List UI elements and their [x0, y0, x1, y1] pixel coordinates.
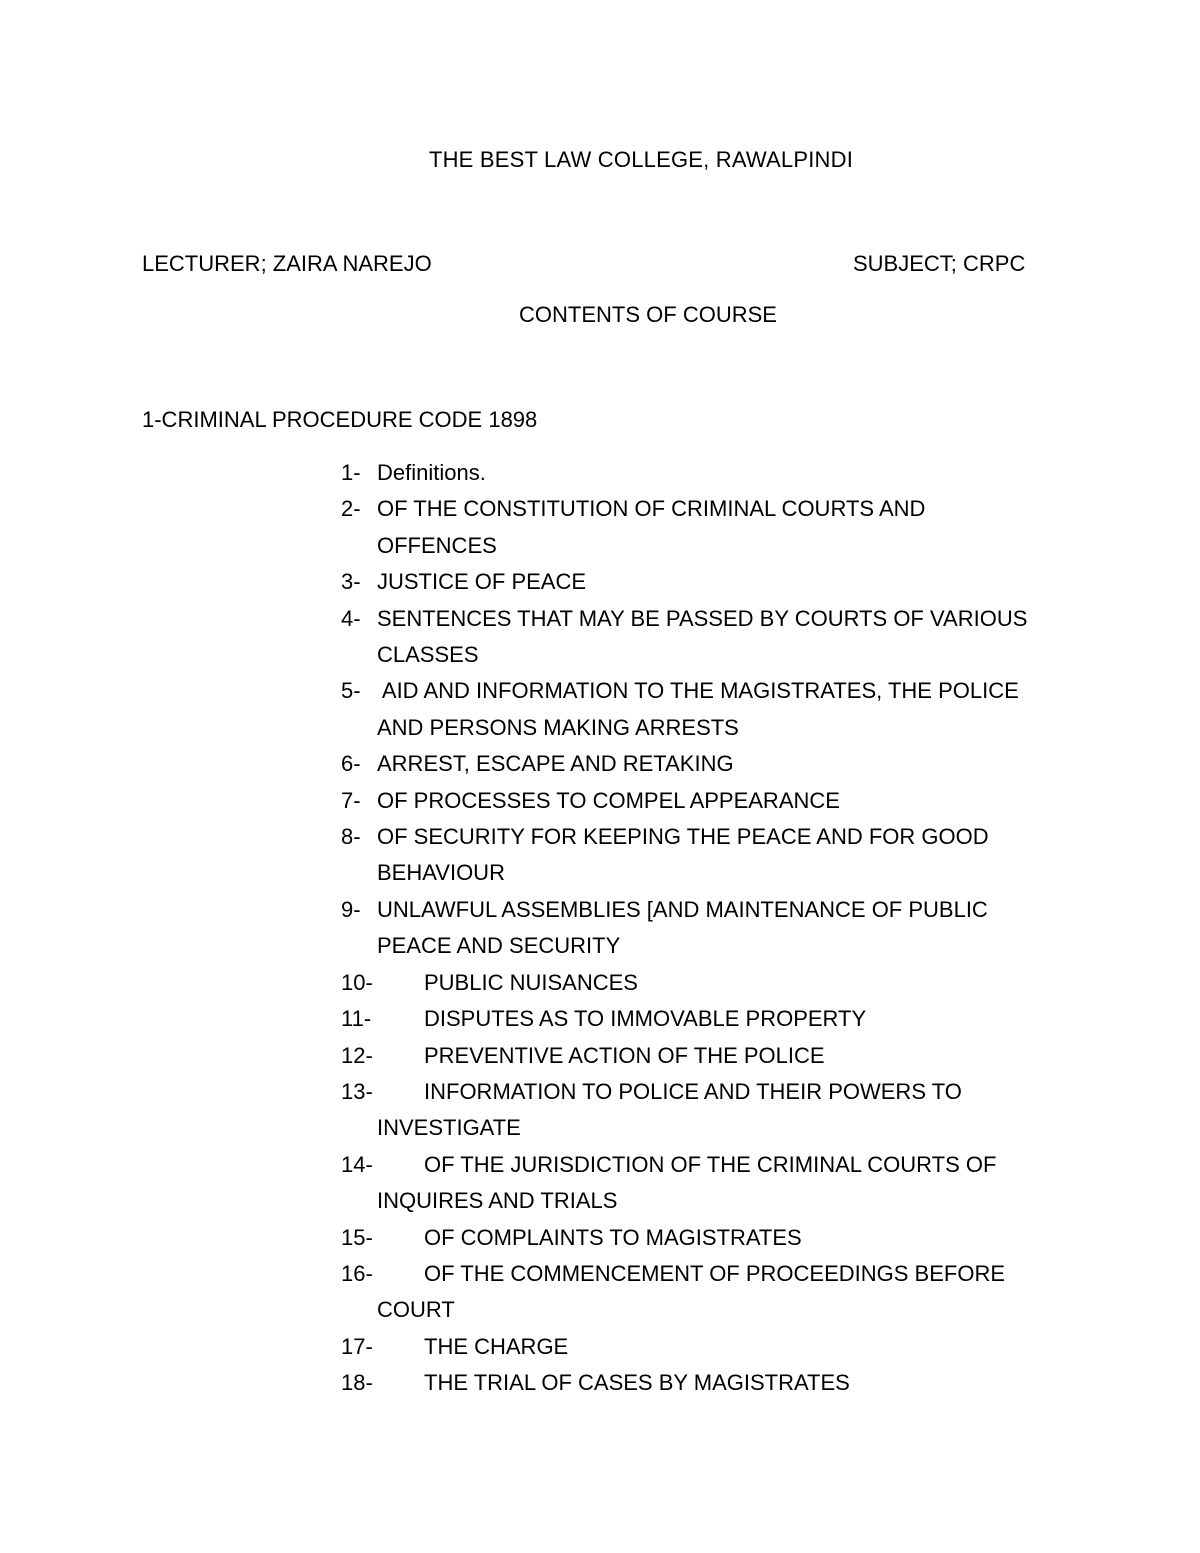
list-item-text	[377, 564, 1061, 600]
list-item	[341, 783, 1061, 819]
list-item	[341, 1001, 1061, 1037]
list-item-line: INQUIRES AND TRIALS	[377, 1188, 618, 1214]
list-item-line: OF PROCESSES TO COMPEL APPEARANCE	[377, 787, 840, 813]
list-item-number: 14-	[341, 1151, 373, 1177]
contents-heading: CONTENTS OF COURSE	[519, 302, 777, 327]
list-item-number: 2-	[341, 496, 361, 522]
list-item-line: CLASSES	[377, 642, 479, 668]
list-item-line: AND PERSONS MAKING ARRESTS	[377, 714, 739, 740]
list-item	[341, 673, 1061, 746]
list-item-line: COURT	[377, 1297, 455, 1323]
list-item	[341, 491, 1061, 564]
list-item-number: 3-	[341, 569, 361, 595]
list-item-text	[377, 1038, 1061, 1074]
list-item	[341, 746, 1061, 782]
list-item-line: Definitions.	[377, 460, 486, 485]
list-item	[341, 965, 1061, 1001]
list-item	[341, 1220, 1061, 1256]
list-item-line: OF COMPLAINTS TO MAGISTRATES	[424, 1224, 802, 1250]
list-item-number: 16-	[341, 1260, 373, 1286]
list-item-number: 8-	[341, 824, 361, 850]
list-item-number: 7-	[341, 787, 361, 813]
list-item-number: 5-	[341, 678, 361, 704]
list-item	[341, 892, 1061, 965]
list-item-number: 10-	[341, 969, 373, 995]
list-item	[341, 819, 1061, 892]
list-item-text	[377, 892, 1061, 965]
list-item-line: OF THE JURISDICTION OF THE CRIMINAL COURTS OF	[424, 1151, 997, 1177]
list-item-number: 4-	[341, 605, 361, 631]
list-item	[341, 1365, 1061, 1401]
list-item-line: BEHAVIOUR	[377, 860, 505, 886]
list-item-line: INVESTIGATE	[377, 1115, 521, 1141]
list-item-number: 13-	[341, 1078, 373, 1104]
list-item-line: OF SECURITY FOR KEEPING THE PEACE AND FOR GOOD	[377, 824, 989, 850]
list-item	[341, 1038, 1061, 1074]
list-item-line: OFFENCES	[377, 532, 497, 558]
list-item-line: DISPUTES AS TO IMMOVABLE PROPERTY	[424, 1006, 867, 1032]
list-item-text	[377, 1220, 1061, 1256]
list-item-number: 15-	[341, 1224, 373, 1250]
list-item-text	[377, 746, 1061, 782]
list-item	[341, 1074, 1061, 1147]
lecturer-label: LECTURER; ZAIRA NAREJO	[142, 251, 432, 276]
list-item-text	[377, 601, 1061, 674]
list-item-number: 9-	[341, 896, 361, 922]
list-item-line: JUSTICE OF PEACE	[377, 569, 587, 595]
list-item-number: 12-	[341, 1042, 373, 1068]
list-item-line: OF THE CONSTITUTION OF CRIMINAL COURTS AND	[377, 496, 926, 522]
college-title: THE BEST LAW COLLEGE, RAWALPINDI	[428, 147, 854, 172]
list-item	[341, 1256, 1061, 1329]
list-item	[341, 1147, 1061, 1220]
list-item	[341, 564, 1061, 600]
list-item	[341, 1329, 1061, 1365]
list-item-line: ARREST, ESCAPE AND RETAKING	[377, 751, 734, 777]
list-item-line: THE TRIAL OF CASES BY MAGISTRATES	[424, 1370, 850, 1396]
list-item-number: 6-	[341, 751, 361, 777]
list-item-text	[377, 1365, 1061, 1401]
list-item-text	[377, 1147, 1061, 1220]
list-item-number: 1-	[341, 460, 361, 485]
list-item-text	[377, 455, 1061, 491]
list-item-line: THE CHARGE	[424, 1333, 569, 1359]
list-item-line: UNLAWFUL ASSEMBLIES [AND MAINTENANCE OF PUBLIC	[377, 896, 988, 922]
subject-label: SUBJECT; CRPC	[853, 251, 1026, 276]
list-item-line: PEACE AND SECURITY	[377, 933, 621, 959]
course-contents-list	[341, 455, 1061, 1402]
list-item-text	[377, 1329, 1061, 1365]
list-item-number: 18-	[341, 1370, 373, 1396]
list-item-text	[377, 1074, 1061, 1147]
list-item-number: 11-	[341, 1006, 372, 1032]
list-item-number: 17-	[341, 1333, 373, 1359]
list-item-text	[377, 1001, 1061, 1037]
list-item-line: PUBLIC NUISANCES	[424, 969, 638, 995]
list-item-line: AID AND INFORMATION TO THE MAGISTRATES, THE POLICE	[377, 678, 1019, 704]
list-item-line: PREVENTIVE ACTION OF THE POLICE	[424, 1042, 825, 1068]
list-item-text	[377, 1256, 1061, 1329]
list-item-text	[377, 673, 1061, 746]
list-item-text	[377, 783, 1061, 819]
list-item-line: INFORMATION TO POLICE AND THEIR POWERS TO	[424, 1078, 962, 1104]
section-heading: 1-CRIMINAL PROCEDURE CODE 1898	[142, 407, 538, 432]
list-item	[341, 601, 1061, 674]
list-item-text	[377, 819, 1061, 892]
list-item-text	[377, 491, 1061, 564]
list-item-line: OF THE COMMENCEMENT OF PROCEEDINGS BEFORE	[424, 1260, 1006, 1286]
list-item-line: SENTENCES THAT MAY BE PASSED BY COURTS OF VARIOUS	[377, 605, 1028, 631]
list-item-text	[377, 965, 1061, 1001]
list-item	[341, 455, 1061, 491]
